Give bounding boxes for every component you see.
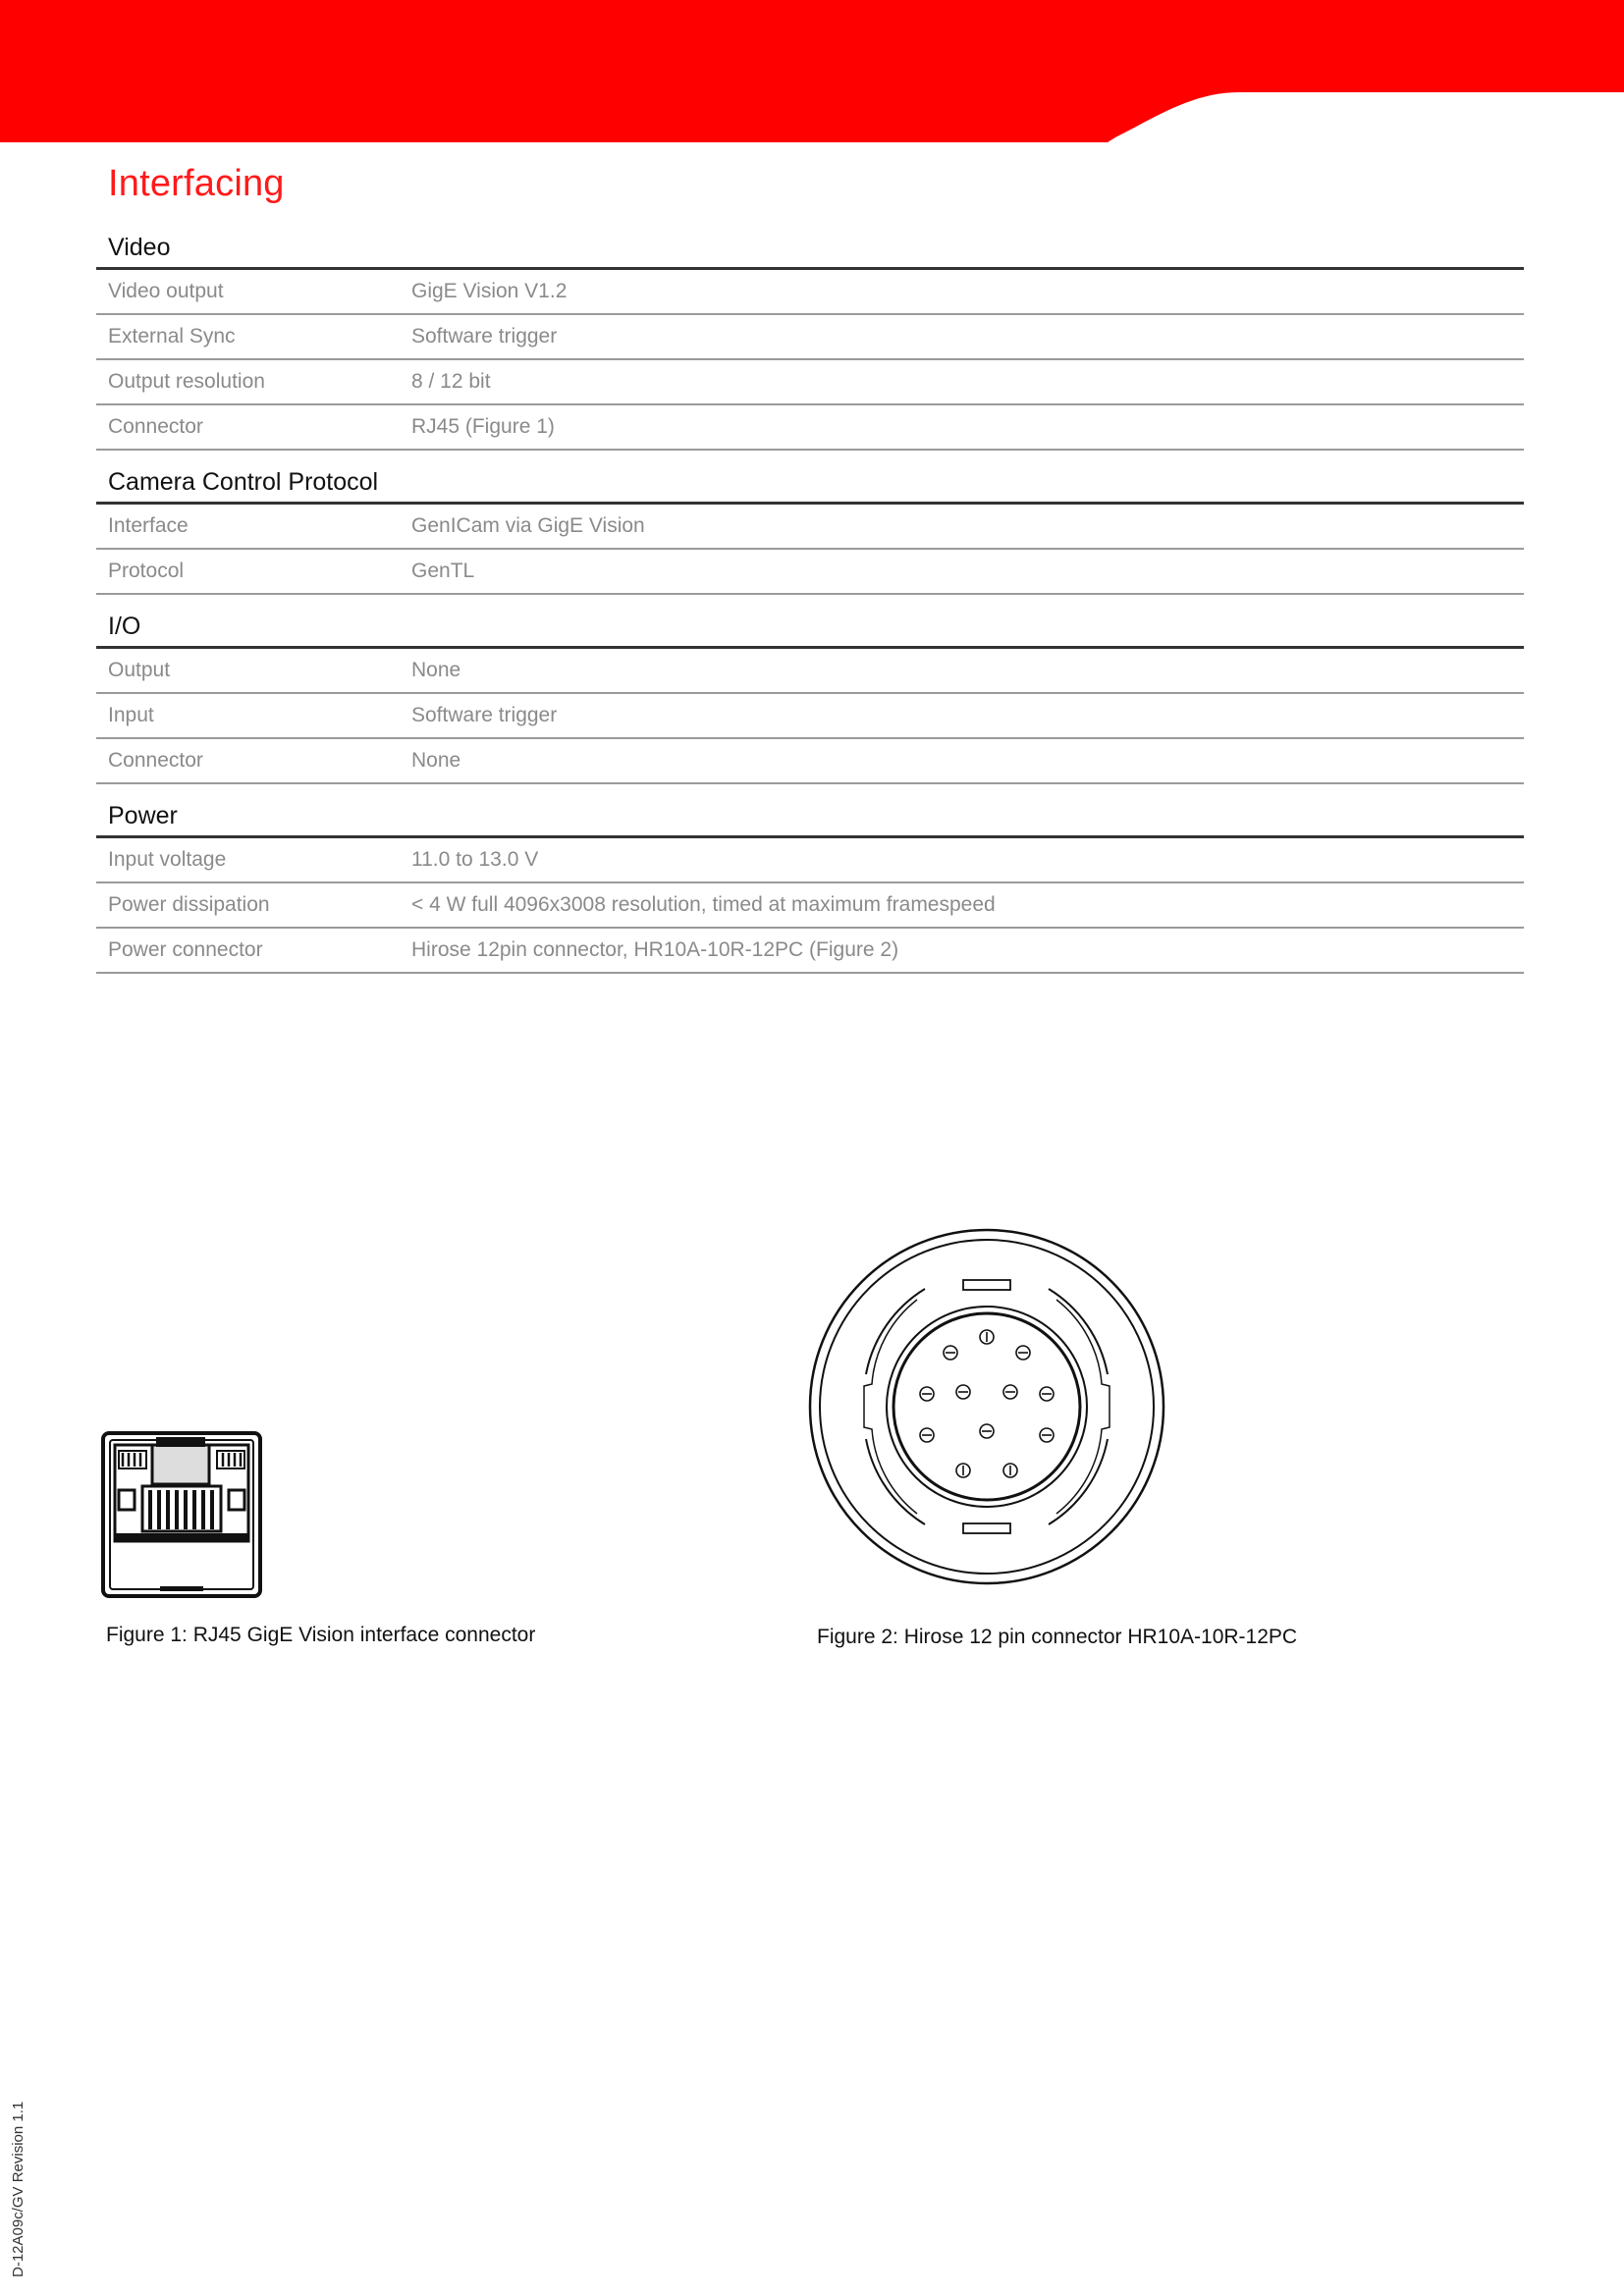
hirose-connector-diagram: [807, 1227, 1166, 1586]
spec-label: Output: [108, 659, 171, 681]
spec-label: Protocol: [108, 560, 185, 582]
section-video: [96, 228, 1524, 451]
spec-row: [96, 270, 1524, 315]
spec-row: [96, 405, 1524, 451]
spec-row: [96, 883, 1524, 929]
page-title: Interfacing: [108, 163, 285, 204]
spec-label: External Sync: [108, 325, 236, 347]
section-camera-control-protocol: [96, 462, 1524, 595]
spec-value: RJ45 (Figure 1): [411, 415, 555, 438]
section-heading: Power: [96, 796, 1524, 838]
figure2-caption: Figure 2: Hirose 12 pin connector HR10A-10R-12PC: [817, 1626, 1298, 1648]
section-heading: Video: [96, 228, 1524, 270]
spec-row: [96, 360, 1524, 405]
spec-value: GigE Vision V1.2: [411, 280, 568, 302]
spec-row: [96, 838, 1524, 883]
spec-label: Video output: [108, 280, 224, 302]
figure1-caption: Figure 1: RJ45 GigE Vision interface connector: [106, 1624, 536, 1646]
spec-value: Hirose 12pin connector, HR10A-10R-12PC (Figure 2): [411, 938, 899, 961]
section-heading: I/O: [96, 607, 1524, 649]
section-power: [96, 796, 1524, 974]
spec-value: Software trigger: [411, 325, 558, 347]
spec-value: GenICam via GigE Vision: [411, 514, 645, 537]
spec-row: [96, 550, 1524, 595]
section-heading: Camera Control Protocol: [96, 462, 1524, 505]
spec-value: GenTL: [411, 560, 475, 582]
spec-value: None: [411, 749, 461, 772]
spec-label: Connector: [108, 749, 203, 772]
section-io: [96, 607, 1524, 784]
spec-row: [96, 505, 1524, 550]
spec-label: Output resolution: [108, 370, 265, 393]
spec-value: 11.0 to 13.0 V: [411, 848, 539, 871]
spec-row: [96, 694, 1524, 739]
spec-row: [96, 739, 1524, 784]
spec-value: Software trigger: [411, 704, 558, 726]
spec-row: [96, 315, 1524, 360]
rj45-connector-diagram: [101, 1431, 262, 1600]
spec-label: Input voltage: [108, 848, 227, 871]
spec-row: [96, 929, 1524, 974]
spec-value: None: [411, 659, 461, 681]
spec-value: < 4 W full 4096x3008 resolution, timed at maximum framespeed: [411, 893, 996, 916]
spec-label: Power dissipation: [108, 893, 270, 916]
spec-label: Input: [108, 704, 154, 726]
spec-row: [96, 649, 1524, 694]
header-banner: [0, 0, 1624, 142]
spec-value: 8 / 12 bit: [411, 370, 491, 393]
spec-label: Connector: [108, 415, 203, 438]
spec-label: Power connector: [108, 938, 263, 961]
spec-label: Interface: [108, 514, 189, 537]
spec-table: [96, 228, 1524, 974]
document-revision: D-12A09c/GV Revision 1.1: [10, 2101, 27, 2277]
